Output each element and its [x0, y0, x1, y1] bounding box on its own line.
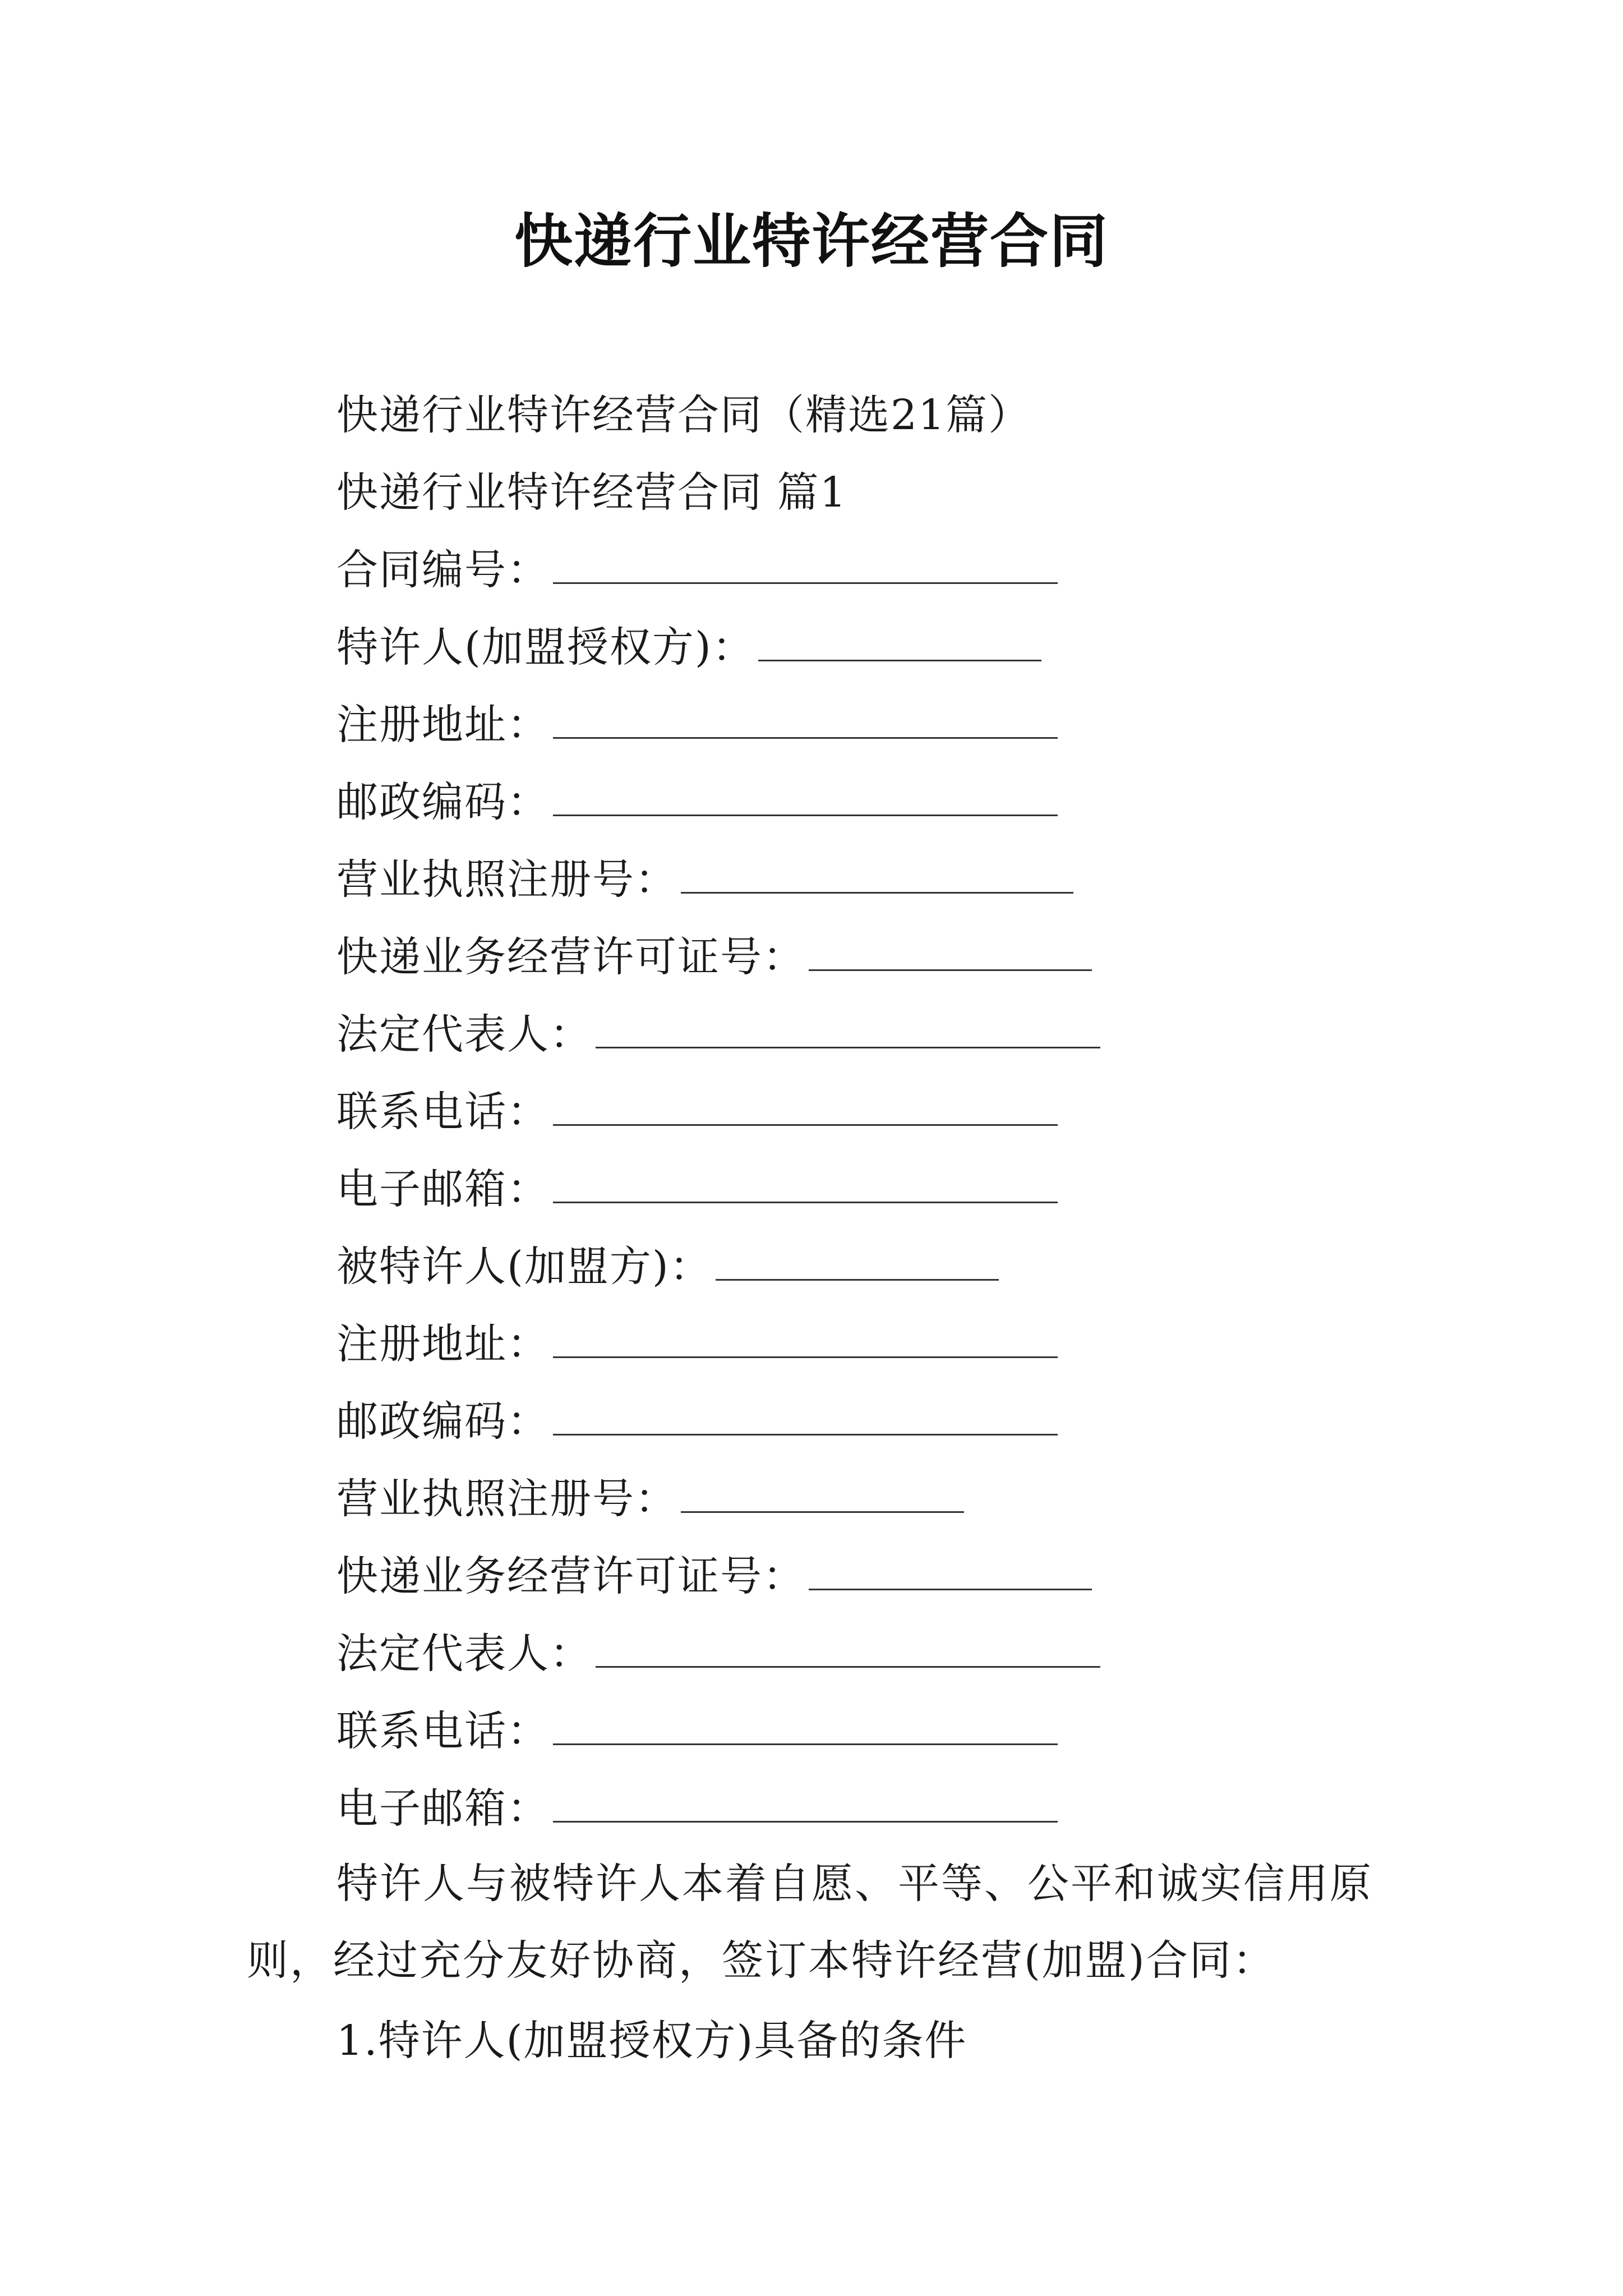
fill-in-blank[interactable] [553, 1323, 1058, 1358]
fill-in-blank[interactable] [758, 626, 1041, 661]
field-label: 特许人(加盟授权方)： [336, 623, 755, 671]
fill-in-blank[interactable] [553, 1787, 1058, 1823]
fill-in-blank[interactable] [553, 1168, 1058, 1203]
field-franchisee-representative [336, 1626, 1100, 1682]
fill-in-blank[interactable] [553, 1400, 1058, 1435]
field-label: 快递业务经营许可证号： [336, 933, 805, 981]
fill-in-blank[interactable] [553, 549, 1058, 584]
document-subtitle: 快递行业特许经营合同（精选21篇） [336, 391, 1031, 439]
field-label: 电子邮箱： [336, 1784, 550, 1833]
field-franchisor-phone [336, 1084, 1058, 1140]
field-franchisee-license [336, 1471, 964, 1527]
fill-in-blank[interactable] [716, 1245, 999, 1281]
field-label: 合同编号： [336, 546, 550, 594]
field-contract-number [336, 542, 1058, 598]
field-label: 营业执照注册号： [336, 855, 677, 904]
fill-in-blank[interactable] [553, 1710, 1058, 1745]
fill-in-blank[interactable] [553, 1091, 1058, 1126]
field-franchisee-permit [336, 1548, 1092, 1604]
intro-paragraph: 特许人与被特许人本着自愿、平等、公平和诚实信用原则，经过充分友好协商，签订本特许经营(加盟)合同： [247, 1860, 1373, 1985]
clause-1-heading: 1.特许人(加盟授权方)具备的条件 [336, 2017, 967, 2065]
field-label: 邮政编码： [336, 778, 550, 826]
field-franchisor-email [336, 1161, 1058, 1217]
field-franchisee [336, 1239, 999, 1295]
fill-in-blank[interactable] [681, 1478, 964, 1513]
fill-in-blank[interactable] [553, 781, 1058, 816]
field-franchisee-postcode [336, 1393, 1058, 1450]
field-label: 法定代表人： [336, 1630, 592, 1678]
section-heading: 快递行业特许经营合同 篇1 [336, 468, 847, 517]
fill-in-blank[interactable] [809, 936, 1092, 971]
field-label: 法定代表人： [336, 1010, 592, 1059]
field-label: 联系电话： [336, 1088, 550, 1136]
fill-in-blank[interactable] [596, 1013, 1100, 1048]
field-franchisor [336, 619, 1041, 675]
field-label: 注册地址： [336, 1320, 550, 1368]
field-label: 营业执照注册号： [336, 1475, 677, 1523]
field-franchisee-email [336, 1780, 1058, 1837]
fill-in-blank[interactable] [681, 858, 1073, 894]
field-franchisor-permit [336, 929, 1092, 985]
field-label: 邮政编码： [336, 1397, 550, 1446]
fill-in-blank[interactable] [596, 1632, 1100, 1668]
field-franchisor-postcode [336, 774, 1058, 830]
field-label: 快递业务经营许可证号： [336, 1552, 805, 1600]
fill-in-blank[interactable] [809, 1555, 1092, 1590]
field-franchisor-representative [336, 1006, 1100, 1062]
field-franchisor-license [336, 852, 1073, 908]
field-franchisee-phone [336, 1703, 1058, 1759]
field-label: 电子邮箱： [336, 1165, 550, 1213]
fill-in-blank[interactable] [553, 703, 1058, 739]
field-label: 注册地址： [336, 701, 550, 749]
field-label: 联系电话： [336, 1707, 550, 1755]
document-title: 快递行业特许经营合同 [514, 207, 1109, 275]
field-franchisor-address [336, 697, 1058, 753]
field-franchisee-address [336, 1316, 1058, 1372]
field-label: 被特许人(加盟方)： [336, 1243, 712, 1291]
